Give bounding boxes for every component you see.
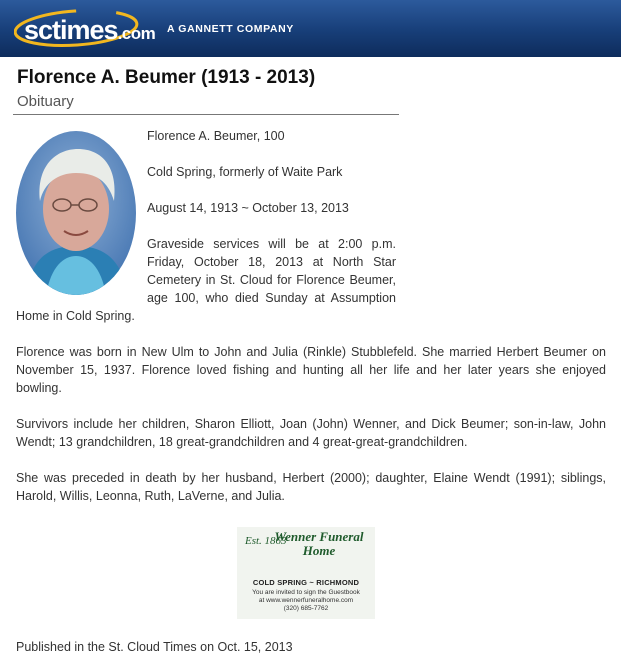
logo-wordmark (24, 15, 155, 46)
funeral-home-towns: COLD SPRING ~ RICHMOND (252, 578, 360, 587)
location-line: Cold Spring, formerly of Waite Park (147, 165, 343, 179)
header-tagline: A GANNETT COMPANY (167, 23, 294, 35)
survivors-paragraph: Survivors include her children, Sharon Elliott, Joan (John) Wenner, and Dick Beumer; son-in-law, John Wendt; 13 grandchildren, 18 great-grandchildren and 4 great-great-grandchildren. (16, 417, 606, 449)
sctimes-logo[interactable] (14, 8, 162, 48)
life-paragraph: Florence was born in New Ulm to John and Julia (Rinkle) Stubblefeld. She married Herbert Beumer on November 15, 1937. Florence loved fishing and hunting all her life and her later years she enjoyed bowling. (16, 345, 606, 395)
title-divider (13, 114, 399, 115)
preceded-paragraph: She was preceded in death by her husband, Herbert (2000); daughter, Elaine Wendt (1991); siblings, Harold, Willis, Leonna, Ruth, LaVerne, and Julia. (16, 471, 606, 503)
name-line: Florence A. Beumer, 100 (147, 129, 285, 143)
funeral-home-website: at www.wennerfuneralhome.com (258, 597, 354, 604)
funeral-home-name: Wenner Funeral Home (274, 529, 364, 558)
logo-dotcom: .com (117, 24, 156, 43)
obituary-body (16, 127, 606, 523)
page-title: Florence A. Beumer (1913 - 2013) (17, 67, 316, 88)
published-line: Published in the St. Cloud Times on Oct. 15, 2013 (16, 640, 293, 654)
portrait-image (16, 131, 136, 295)
funeral-home-phone: (320) 685-7762 (283, 605, 329, 612)
dates-line: August 14, 1913 ~ October 13, 2013 (147, 201, 349, 215)
logo-brand: sctimes (24, 15, 118, 45)
portrait-photo (16, 131, 136, 295)
funeral-home-invite: You are invited to sign the Guestbook (252, 589, 360, 596)
services-paragraph: Graveside services will be at 2:00 p.m. Friday, October 18, 2013 at North Star Cemetery in St. Cloud for Florence Beumer, age 100, who died Sunday at Assumption Home in Cold Spring. (16, 237, 396, 323)
section-label: Obituary (17, 93, 74, 110)
funeral-home-est: Est. 1863 (245, 535, 287, 547)
funeral-home-logo[interactable] (237, 527, 375, 619)
site-header (0, 0, 621, 57)
